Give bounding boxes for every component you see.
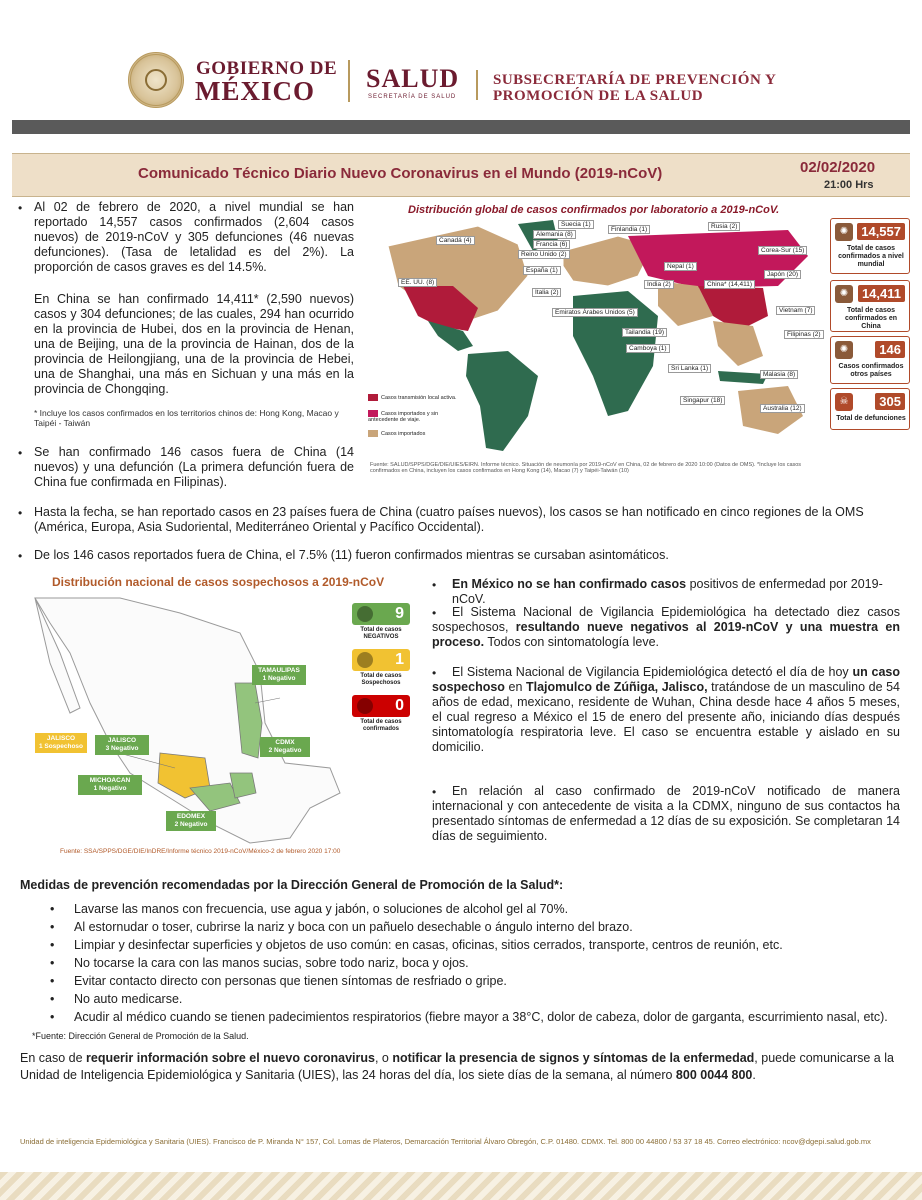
- legend-imported: Casos importados: [368, 430, 458, 437]
- label-vietnam: Vietnam (7): [776, 306, 815, 315]
- bullet-dot: •: [18, 446, 23, 460]
- mexico-box-value: 1: [395, 651, 404, 668]
- mexico-box-value: 9: [395, 605, 404, 622]
- stat-box-deaths: [830, 388, 910, 430]
- contact-paragraph: En caso de requerir información sobre el nuevo coronavirus, o notificar la presencia de signos y síntomas de la enfermedad, puede comunicarse a la Unidad de Inteligencia Epidemiológica y Sanitaria (UIES), las 24 horas del día, los siete días de la semana, al número 800 0044 800.: [20, 1051, 894, 1082]
- list-item: • Evitar contacto directo con personas que tienen síntomas de resfriado o gripe.: [50, 974, 507, 988]
- stat-value: 146: [875, 341, 905, 358]
- label-singapur: Singapur (18): [680, 396, 725, 405]
- list-item: • Acudir al médico cuando se tienen padecimientos respiratorios (fiebre mayor a 38°C, dolor de cabeza, dolor de garganta, escurrimiento nasal, etc).: [50, 1010, 888, 1024]
- world-map-source: Fuente: SALUD/SPPS/DGE/DIE/UIES/EIRN. Informe técnico. Situación de neumonía por 2019-nCoV en China, 02 de febrero de 2020 10:00 (Datos de OMS). *Incluye los casos confirmados en China, incluyen los casos confirmados en Hong Kong (14), Macao (7) y Taipéi-Taiwán (10): [370, 462, 802, 474]
- stat-label: Total de casos confirmados en China: [844, 307, 898, 330]
- mexico-paragraph-1: En México no se han confirmado casos positivos de enfermedad por 2019-nCoV.: [452, 577, 883, 606]
- page-title: Comunicado Técnico Diario Nuevo Coronavirus en el Mundo (2019-nCoV): [138, 165, 663, 182]
- mexico-paragraph-3: El Sistema Nacional de Vigilancia Epidemiológica detectó el día de hoy un caso sospechoso en Tlajomulco de Zúñiga, Jalisco, tratándose de un masculino de 54 años de edad, mexicano, residente de Wuhan, China desde hace 4 años 5 meses, el cual regreso a México el 15 de enero del presente año, iniciando días después sintomatología respiratoria leve. El caso se encuentra estable y aislado en su domicilio.: [432, 665, 900, 754]
- intro-paragraph-2: En China se han confirmado 14,411* (2,590 nuevos) casos y 304 defunciones; de las cuales, 294 han ocurrido en la provincia de Hubei, dos en la provincia de Henan, una de Beijing, una de la provincia de Hainan, dos de la provincia de Heilongjiang, una de la provincia de Hebei, una de Shanghai, una más en Sichuan y una más en la provincia de Chongqing.: [34, 292, 354, 396]
- bullet-dot: •: [432, 785, 437, 799]
- label-camboya: Camboya (1): [626, 344, 670, 353]
- label-srilanka: Sri Lanka (1): [668, 364, 711, 373]
- label-rusia: Rusia (2): [708, 222, 740, 231]
- virus-icon: [357, 698, 373, 714]
- salud-subtitle: SECRETARÍA DE SALUD: [368, 94, 457, 100]
- label-tailandia: Tailandia (19): [622, 328, 667, 337]
- label-filipinas: Filipinas (2): [784, 330, 824, 339]
- footer-decorative-band: [0, 1172, 922, 1200]
- mexico-box-label: Total de casos confirmados: [360, 719, 402, 732]
- skull-icon: ☠: [835, 393, 853, 411]
- world-map-figure: [368, 200, 822, 472]
- label-china: China* (14,411): [704, 280, 755, 289]
- label-jalisco-negativo: JALISCO 3 Negativo: [95, 735, 149, 755]
- bullet-dot: •: [18, 201, 23, 215]
- gobierno-line2: MÉXICO: [195, 76, 315, 106]
- intro-paragraph-1: Al 02 de febrero de 2020, a nivel mundial se han reportado 14,557 casos confirmados (2,604 casos nuevos) de 2019-nCoV y 305 defunciones (46 nuevas defunciones). (Tasa de letalidad es del 2%). La proporción de casos graves es del 14.5%.: [34, 200, 354, 274]
- stat-box-other: [830, 336, 910, 384]
- virus-icon: ✺: [835, 285, 853, 303]
- prevention-list: [50, 902, 910, 1028]
- world-map-legend: [368, 390, 464, 454]
- china-footnote: * Incluye los casos confirmados en los territorios chinos de: Hong Kong, Macao y Taipéi - Taiwán: [34, 408, 339, 428]
- salud-logo: SALUD: [366, 64, 460, 93]
- label-india: India (2): [644, 280, 674, 289]
- label-suecia: Suecia (1): [558, 220, 594, 229]
- virus-icon: [357, 652, 373, 668]
- list-item: • No auto medicarse.: [50, 992, 183, 1006]
- subsec-line1: SUBSECRETARÍA DE PREVENCIÓN Y: [493, 72, 777, 88]
- bullet-dot: •: [18, 549, 23, 563]
- stat-label: Casos confirmados otros países: [838, 363, 904, 378]
- bullet-dot: •: [432, 578, 437, 592]
- report-time: 21:00 Hrs: [824, 179, 874, 191]
- mexico-map-svg: [30, 593, 350, 848]
- label-tamaulipas: TAMAULIPAS 1 Negativo: [252, 665, 306, 685]
- subsec-line2: PROMOCIÓN DE LA SALUD: [493, 88, 704, 104]
- mexico-map-figure: [30, 575, 425, 857]
- world-map-title: Distribución global de casos confirmados por laboratorio a 2019-nCoV.: [408, 204, 780, 216]
- title-bar: [12, 153, 910, 197]
- stat-value: 14,557: [857, 223, 905, 240]
- page-header: [0, 0, 922, 120]
- label-cdmx: CDMX 2 Negativo: [260, 737, 310, 757]
- stat-box-world: [830, 218, 910, 274]
- subsecretaria-title: [493, 72, 776, 104]
- label-japon: Japón (20): [764, 270, 801, 279]
- list-item: • No tocarse la cara con las manos sucias, sobre todo nariz, boca y ojos.: [50, 956, 469, 970]
- label-malasia: Malasia (8): [760, 370, 798, 379]
- header-gray-band: [12, 120, 910, 134]
- footer-address: Unidad de inteligencia Epidemiológica y Sanitaria (UIES). Francisco de P. Miranda N° 157, Col. Lomas de Plateros, Demarcación Territorial Álvaro Obregón, C.P. 01480. CDMX. Tel. 800 00 44800 / 53 37 18 45. Correo electrónico: ncov@dgepi.salud.gob.mx: [20, 1137, 871, 1146]
- stat-value: 14,411: [858, 285, 905, 302]
- prevention-heading: Medidas de prevención recomendadas por la Dirección General de Promoción de la Salud*:: [20, 878, 564, 892]
- label-finlandia: Finlandia (1): [608, 225, 650, 234]
- label-corea: Corea-Sur (15): [758, 246, 807, 255]
- label-italia: Italia (2): [532, 288, 561, 297]
- intro-paragraph-5: De los 146 casos reportados fuera de China, el 7.5% (11) fueron confirmados mientras se cursaban asintomáticos.: [34, 548, 669, 562]
- label-nepal: Nepal (1): [664, 262, 697, 271]
- label-alemania: Alemania (8): [533, 230, 576, 239]
- list-item: • Al estornudar o toser, cubrirse la nariz y boca con un pañuelo desechable o ángulo interno del brazo.: [50, 920, 633, 934]
- stat-value: 305: [875, 393, 905, 410]
- mexico-map-title: Distribución nacional de casos sospechosos a 2019-nCoV: [52, 575, 385, 589]
- mexico-box-label: Total de casos Sospechosos: [360, 673, 402, 686]
- virus-icon: ✺: [835, 341, 853, 359]
- label-eau: Emiratos Árabes Unidos (5): [552, 308, 638, 317]
- prevention-source: *Fuente: Dirección General de Promoción de la Salud.: [32, 1031, 249, 1041]
- virus-icon: ✺: [835, 223, 853, 241]
- stat-box-china: [830, 280, 910, 332]
- intro-paragraph-3: Se han confirmado 146 casos fuera de China (14 nuevos) y una defunción (La primera defunción fuera de China fue confirmada en Filipinas).: [34, 445, 354, 489]
- mexico-box-label: Total de casos NEGATIVOS: [360, 627, 402, 640]
- mexico-box-value: 0: [395, 697, 404, 714]
- label-canada: Canadá (4): [436, 236, 475, 245]
- label-reino-unido: Reino Unido (2): [518, 250, 570, 259]
- virus-icon: [357, 606, 373, 622]
- mexico-paragraph-2: El Sistema Nacional de Vigilancia Epidemiológica ha detectado diez casos sospechosos, resultando nueve negativos al 2019-nCoV y una muestra en proceso. Todos con sintomatología leve.: [432, 605, 900, 649]
- list-item: • Lavarse las manos con frecuencia, use agua y jabón, o soluciones de alcohol gel al 70%.: [50, 902, 569, 916]
- label-eeuu: EE. UU. (8): [398, 278, 437, 287]
- mexico-map-source: Fuente: SSA/SPPS/DGE/DIE/InDRE/Informe técnico 2019-nCoV/México-2 de febrero 2020 17:00: [60, 848, 341, 855]
- bullet-dot: •: [18, 506, 23, 520]
- coat-of-arms-seal: [128, 52, 184, 108]
- header-divider: [348, 60, 350, 102]
- label-francia: Francia (6): [533, 240, 570, 249]
- label-edomex: EDOMEX 2 Negativo: [166, 811, 216, 831]
- intro-paragraph-4: Hasta la fecha, se han reportado casos en 23 países fuera de China (cuatro países nuevos), los casos se han notificado en cinco regiones de la OMS (América, Europa, Asia Sudoriental, Mediterráneo Oriental y Pacífico Occidental).: [34, 505, 864, 534]
- legend-local: Casos transmisión local activa.: [368, 394, 458, 401]
- label-michoacan: MICHOACAN 1 Negativo: [78, 775, 142, 795]
- list-item: • Limpiar y desinfectar superficies y objetos de uso común: en casas, oficinas, sitios cerrados, transporte, centros de reunión, etc.: [50, 938, 783, 952]
- label-jalisco-sospechoso: JALISCO 1 Sospechoso: [35, 733, 87, 753]
- report-date: 02/02/2020: [800, 159, 876, 176]
- label-espana: España (1): [523, 266, 561, 275]
- header-divider-2: [476, 70, 478, 100]
- bullet-dot: •: [432, 666, 437, 680]
- mexico-paragraph-4: En relación al caso confirmado de 2019-nCoV notificado de manera internacional y con antecedente de visita a la CDMX, ninguno de sus contactos ha presentado síntomas de enfermedad a 12 días de su exposición. Se completaran 14 días de seguimiento.: [432, 784, 900, 843]
- bullet-dot: •: [432, 606, 437, 620]
- label-australia: Australia (12): [760, 404, 805, 413]
- stat-label: Total de casos confirmados a nivel mundial: [838, 245, 904, 268]
- stat-label: Total de defunciones: [836, 415, 906, 422]
- legend-imported-no-travel: Casos importados y sin antecedente de viaje.: [368, 410, 439, 423]
- gobierno-line1: GOBIERNO DE: [196, 58, 338, 79]
